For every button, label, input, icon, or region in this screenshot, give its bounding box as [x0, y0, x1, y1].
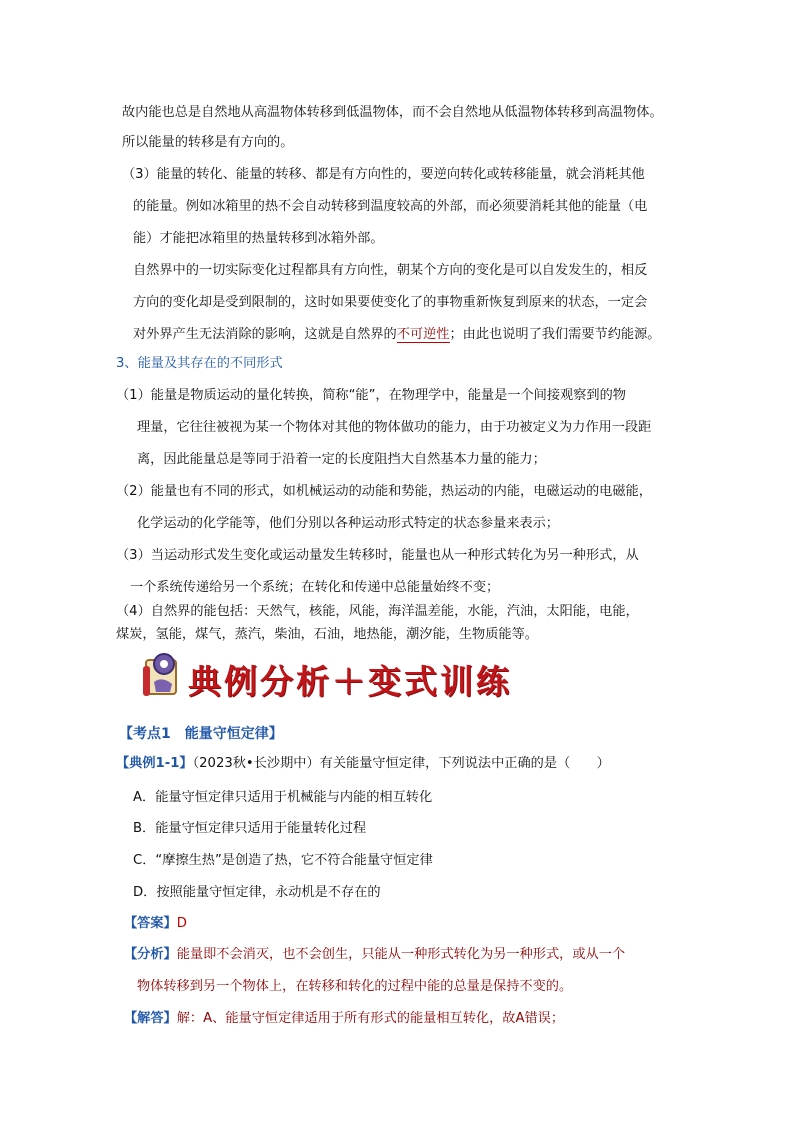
text-segment: ；由此也说明了我们需要节约能源。	[449, 327, 661, 342]
example-tag: 【典例1-1】	[116, 756, 193, 771]
topic-heading: 【考点1 能量守恒定律】	[119, 726, 283, 742]
text-line: （4）自然界的能包括：天然气，核能，风能，海洋温差能，水能，汽油，太阳能，电能，	[116, 604, 639, 619]
text-line: 自然界中的一切实际变化过程都具有方向性，朝某个方向的变化是可以自发发生的，相反	[133, 263, 648, 278]
analysis-text: 能量即不会消灭，也不会创生，只能从一种形式转化为另一种形式，或从一个	[176, 947, 626, 962]
underlined-keyword: 不可逆性	[396, 327, 450, 342]
answer-line	[124, 915, 187, 933]
section-heading: 3、能量及其存在的不同形式	[116, 356, 283, 371]
solution-line	[124, 1010, 564, 1028]
analysis-text: 物体转移到另一个物体上，在转移和转化的过程中能的总量是保持不变的。	[137, 979, 573, 994]
text-line: 煤炭，氢能，煤气，蒸汽，柴油，石油，地热能，潮汐能，生物质能等。	[116, 627, 538, 642]
solution-text: 解：A、能量守恒定律适用于所有形式的能量相互转化，故A错误；	[176, 1011, 565, 1026]
analysis-line	[124, 946, 625, 964]
text-line: 所以能量的转移是有方向的。	[122, 135, 294, 150]
text-line: 故内能也总是自然地从高温物体转移到低温物体，而不会自然地从低温物体转移到高温物体。	[122, 105, 663, 120]
text-line: 化学运动的化学能等，他们分别以各种运动形式特定的状态参量来表示；	[137, 516, 559, 531]
text-line: 理量，它往往被视为某一个物体对其他的物体做功的能力，由于功被定义为力作用一段距	[137, 420, 652, 435]
analysis-tag: 【分析】	[124, 947, 177, 962]
text-segment: 对外界产生无法消除的影响，这就是自然界的	[133, 327, 397, 342]
text-line: 方向的变化却是受到限制的，这时如果要使变化了的事物重新恢复到原来的状态，一定会	[133, 295, 648, 310]
text-line: 离，因此能量总是等同于沿着一定的长度阻挡大自然基本力量的能力；	[137, 452, 546, 467]
text-line: （2）能量也有不同的形式，如机械运动的动能和势能，热运动的内能，电磁运动的电磁能，	[116, 484, 652, 499]
text-line: （3）能量的转化、能量的转移、都是有方向性的，要逆向转化或转移能量，就会消耗其他	[122, 167, 645, 182]
text-line: （1）能量是物质运动的量化转换，简称“能”，在物理学中，能量是一个间接观察到的物	[116, 388, 626, 403]
example-question	[116, 755, 610, 773]
solution-tag: 【解答】	[124, 1011, 177, 1026]
answer-tag: 【答案】	[124, 916, 177, 931]
question-text: （2023秋•长沙期中）有关能量守恒定律，下列说法中正确的是（ ）	[192, 756, 610, 771]
option-a: A．能量守恒定律只适用于机械能与内能的相互转化	[133, 790, 433, 805]
text-line: 一个系统传递给另一个系统；在转化和传递中总能量始终不变；	[130, 580, 500, 595]
option-b: B．能量守恒定律只适用于能量转化过程	[133, 821, 367, 836]
answer-value: D	[176, 916, 187, 931]
text-line: （3）当运动形式发生变化或运动量发生转移时，能量也从一种形式转化为另一种形式，从	[116, 548, 639, 563]
text-line: 的能量。例如冰箱里的热不会自动转移到温度较高的外部，而必须要消耗其他的能量（电	[133, 199, 648, 214]
book-icon	[140, 652, 184, 700]
text-line: 能）才能把冰箱里的热量转移到冰箱外部。	[133, 231, 384, 246]
section-banner: 典例分析＋变式训练	[188, 662, 512, 701]
option-d: D．按照能量守恒定律，永动机是不存在的	[133, 885, 381, 900]
text-line	[133, 326, 661, 344]
option-c: C．“摩擦生热”是创造了热，它不符合能量守恒定律	[133, 853, 433, 868]
